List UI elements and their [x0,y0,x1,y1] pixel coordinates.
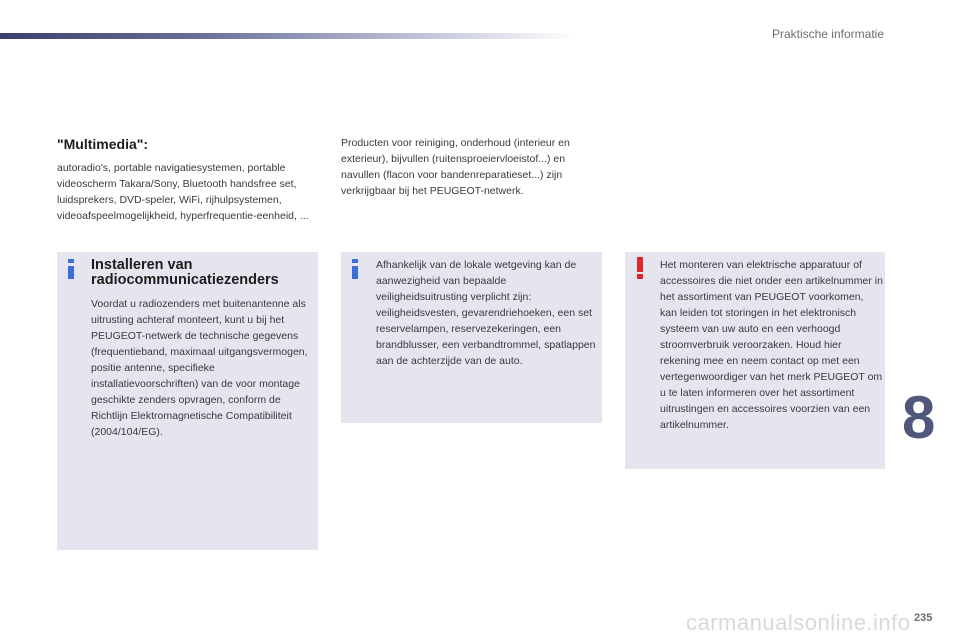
section-title: Praktische informatie [771,27,884,41]
chapter-number: 8 [902,384,936,451]
warning-box-text: Het monteren van elektrische apparatuur of accessoires die niet onder een artikelnummer in het assortiment van PEUGEOT voorkomen, kan leiden tot storingen in het elektronisch systeem van uw auto en een verhoogd stroomverbruik veroorzaken. Houd hier rekening mee en neem contact op met een vertegenwoordiger van het merk PEUGEOT om u te laten informeren over het assortiment uitrustingen en accessoires voorzien van een artikelnummer. [660,259,883,431]
warning-exclamation-icon [636,257,644,279]
watermark: carmanualsonline.info [686,610,911,635]
info-box-radio-transmitters [57,252,318,550]
page-number: 235 [914,612,933,624]
info-box-heading: Installeren van radiocommunicatiezenders [91,257,279,288]
info-box-safety-equipment [341,252,602,423]
multimedia-text: autoradio's, portable navigatiesystemen, portable videoscherm Takara/Sony, Bluetooth handsfree set, luidsprekers, DVD-speler, WiFi, rijhulpsystemen, videoafspeelmogelijkheid, hyperfrequentie-eenheid, ... [57,162,309,222]
info-box-text: Afhankelijk van de lokale wetgeving kan de aanwezigheid van bepaalde veiligheidsuitrusting verplicht zijn: veiligheidsvesten, gevarendriehoeken, een set reservelampen, reservezekeringen, een brandblusser, een verbandtrommel, spatlappen aan de achterzijde van de auto. [376,259,596,367]
warning-box-electrical-equipment [625,252,885,469]
multimedia-title: "Multimedia": [57,136,149,152]
info-icon [351,259,359,279]
header-gradient-bar [0,33,575,39]
info-box-text: Voordat u radiozenders met buitenantenne als uitrusting achteraf monteert, kunt u bij het PEUGEOT-netwerk de technische gegevens (frequentieband, maximaal uitgangsvermogen, positie antenne, specifieke installatievoorschriften) van de voor montage geschikte zenders opvragen, conform de Richtlijn Elektromagnetische Compatibiliteit (2004/104/EG). [91,298,308,438]
info-icon [67,259,75,279]
products-text: Producten voor reiniging, onderhoud (interieur en exterieur), bijvullen (ruitensproeiervloeistof...) en navullen (flacon voor bandenreparatieset...) zijn verkrijgbaar bij het PEUGEOT-netwerk. [341,137,570,197]
